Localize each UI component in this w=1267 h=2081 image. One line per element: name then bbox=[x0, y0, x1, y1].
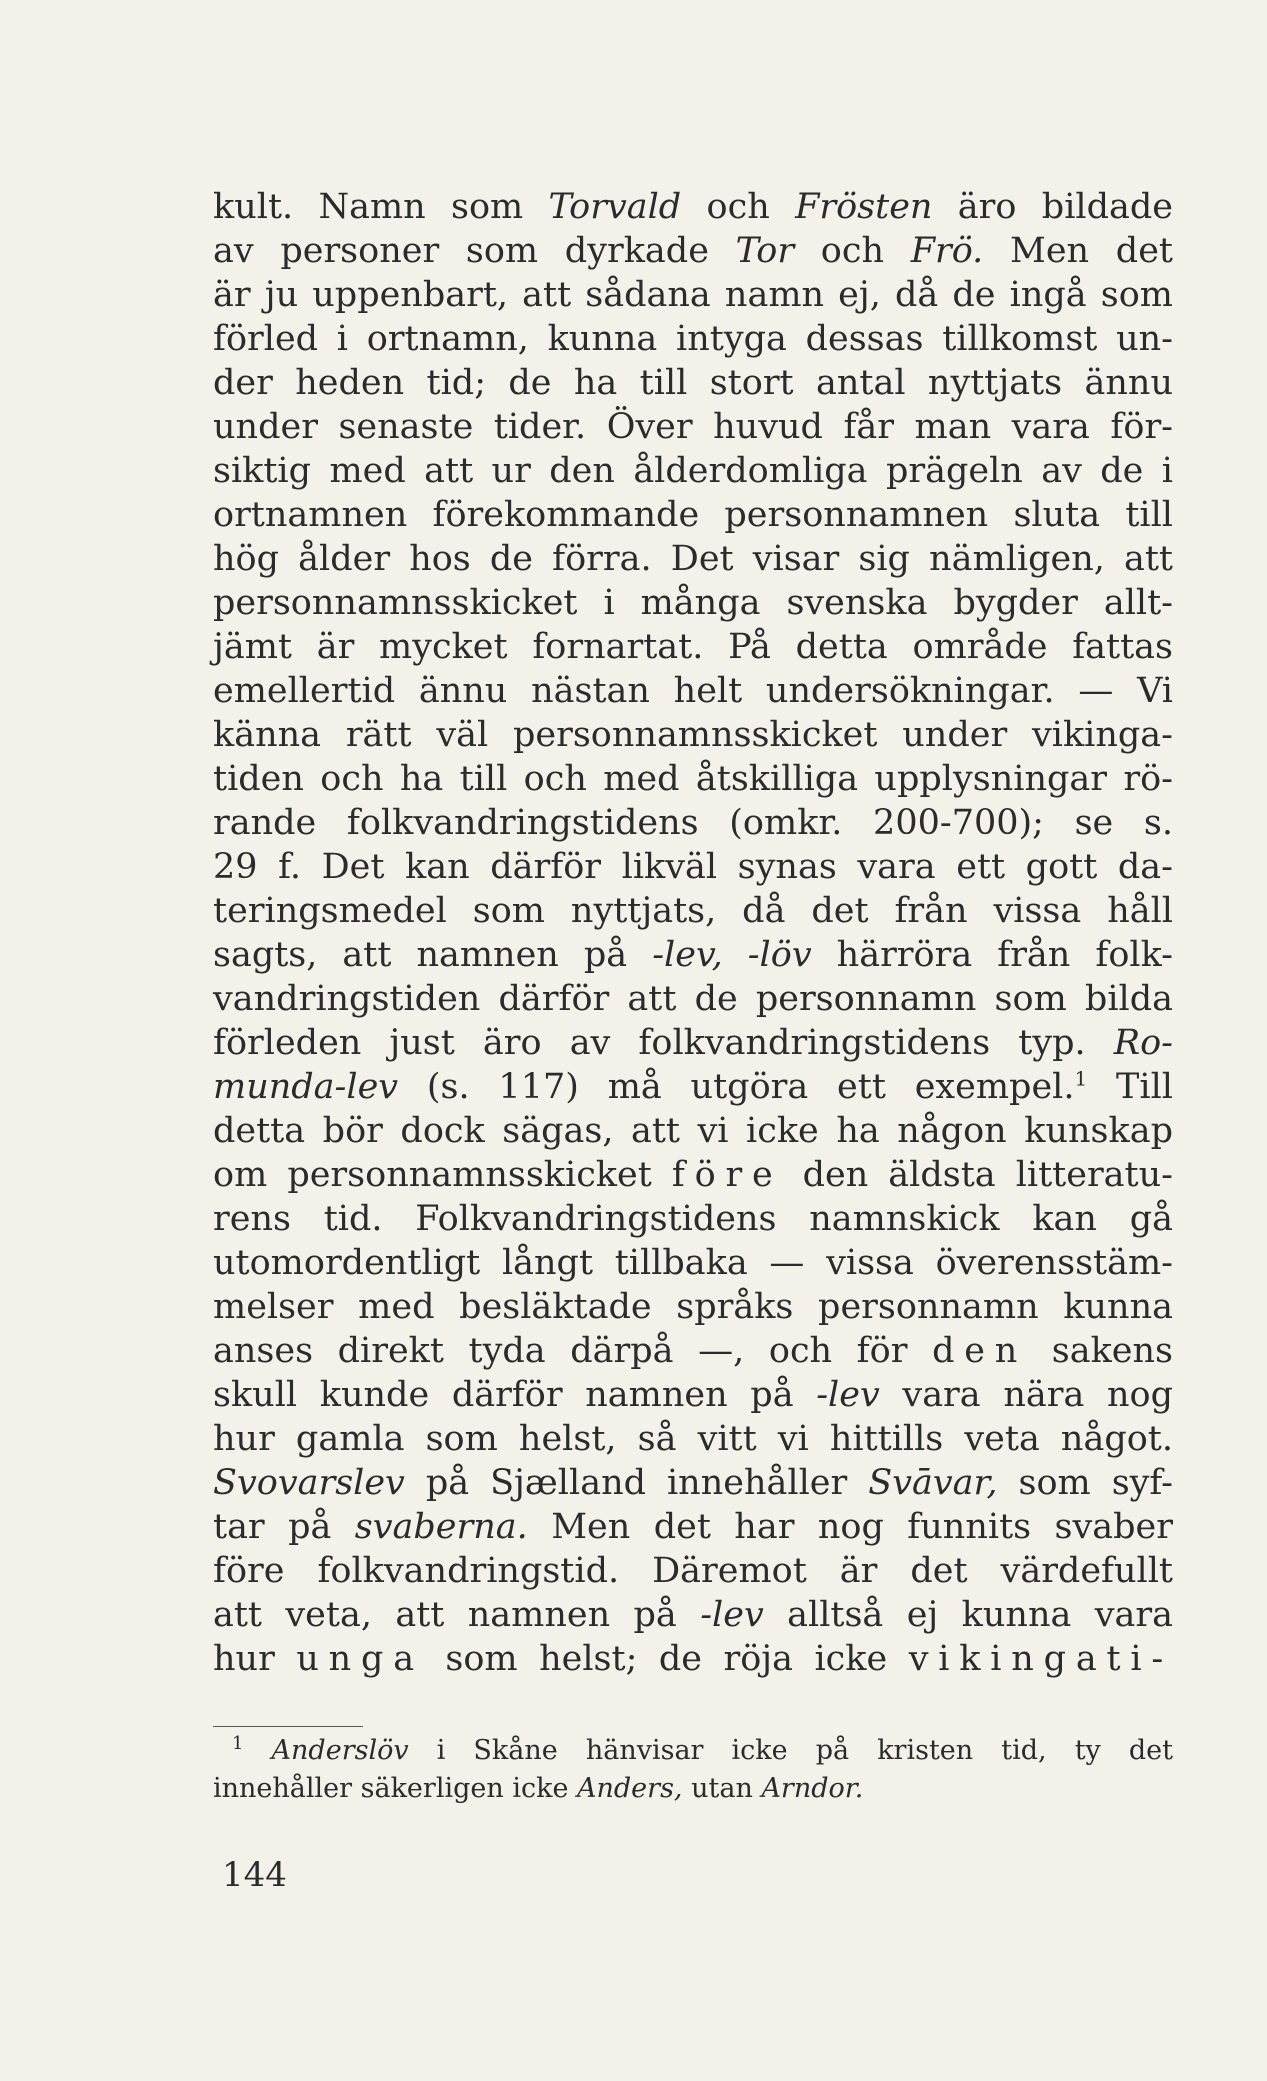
text-line: rens tid. Folkvandringstidens namnskick kan gå bbox=[213, 1199, 1173, 1239]
footnote-divider bbox=[213, 1726, 363, 1727]
footnote-line: innehåller säkerligen icke Anders, utan Arndor. bbox=[213, 1773, 864, 1804]
spaced-emphasis: före bbox=[671, 1155, 783, 1195]
footnote-mark: 1 bbox=[232, 1733, 244, 1754]
text-line: personnamnsskicket i många svenska bygder allt- bbox=[213, 583, 1173, 623]
text-line: detta bör dock sägas, att vi icke ha någon kunskap bbox=[213, 1111, 1173, 1151]
text-line: utomordentligt långt tillbaka — vissa överensstäm- bbox=[213, 1243, 1173, 1283]
text-line: melser med besläktade språks personnamn kunna bbox=[213, 1287, 1173, 1327]
text-line: av personer som dyrkade Tor och Frö. Men det bbox=[213, 231, 1173, 271]
text-line: 29 f. Det kan därför likväl synas vara ett gott da- bbox=[213, 847, 1173, 887]
text-line: skull kunde därför namnen på -lev vara nära nog bbox=[213, 1375, 1173, 1415]
text-line: om personnamnsskicket före den äldsta litteratu- bbox=[213, 1155, 1173, 1195]
text-line: tiden och ha till och med åtskilliga upplysningar rö- bbox=[213, 759, 1173, 799]
text-line: före folkvandringstid. Däremot är det värdefullt bbox=[213, 1551, 1173, 1591]
text-line: sagts, att namnen på -lev, -löv härröra från folk- bbox=[213, 935, 1174, 975]
text-line: anses direkt tyda därpå —, och för den sakens bbox=[213, 1331, 1173, 1371]
text-line: emellertid ännu nästan helt undersökningar. — Vi bbox=[213, 671, 1173, 711]
text-line: siktig med att ur den ålderdomliga prägeln av de i bbox=[213, 451, 1173, 491]
text-line: hur gamla som helst, så vitt vi hittills veta något. bbox=[213, 1419, 1173, 1459]
spaced-emphasis: unga bbox=[296, 1639, 424, 1679]
text-line: är ju uppenbart, att sådana namn ej, då de ingå som bbox=[213, 275, 1173, 315]
text-line: att veta, att namnen på -lev alltså ej kunna vara bbox=[213, 1595, 1173, 1635]
text-line: teringsmedel som nyttjats, då det från vissa håll bbox=[213, 891, 1173, 931]
text-line: hög ålder hos de förra. Det visar sig nämligen, att bbox=[213, 539, 1173, 579]
footnote-line: $^1$ Anderslöv i Skåne hänvisar icke på kristen tid, ty det bbox=[232, 1733, 1173, 1766]
text-line: känna rätt väl personnamnsskicket under vikinga- bbox=[213, 715, 1173, 755]
text-line: under senaste tider. Över huvud får man vara för- bbox=[213, 407, 1173, 447]
text-line: vandringstiden därför att de personnamn som bilda bbox=[213, 979, 1173, 1019]
text-line: hur unga som helst; de röja icke vikingati- bbox=[213, 1639, 1173, 1679]
text-line: tar på svaberna. Men det har nog funnits svaber bbox=[213, 1507, 1173, 1547]
text-line: förleden just äro av folkvandringstidens typ. Ro- bbox=[213, 1023, 1173, 1063]
spaced-emphasis: vikingati- bbox=[908, 1639, 1173, 1679]
text-line: kult. Namn som Torvald och Frösten äro bildade bbox=[213, 187, 1173, 227]
text-line: förled i ortnamn, kunna intyga dessas tillkomst un- bbox=[213, 319, 1173, 359]
text-line: der heden tid; de ha till stort antal nyttjats ännu bbox=[213, 363, 1173, 403]
text-line: Svovarslev på Sjælland innehåller Svāvar, som syf- bbox=[213, 1463, 1173, 1503]
text-line: munda-lev (s. 117) må utgöra ett exempel.$^1$ Till bbox=[213, 1066, 1173, 1107]
spaced-emphasis: den bbox=[932, 1331, 1028, 1371]
footnote-reference[interactable]: 1 bbox=[1074, 1066, 1088, 1091]
text-line: jämt är mycket fornartat. På detta område fattas bbox=[213, 627, 1173, 667]
text-line: ortnamnen förekommande personnamnen sluta till bbox=[213, 495, 1173, 535]
page-number: 144 bbox=[222, 1855, 287, 1895]
text-line: rande folkvandringstidens (omkr. 200-700); se s. bbox=[213, 803, 1173, 843]
